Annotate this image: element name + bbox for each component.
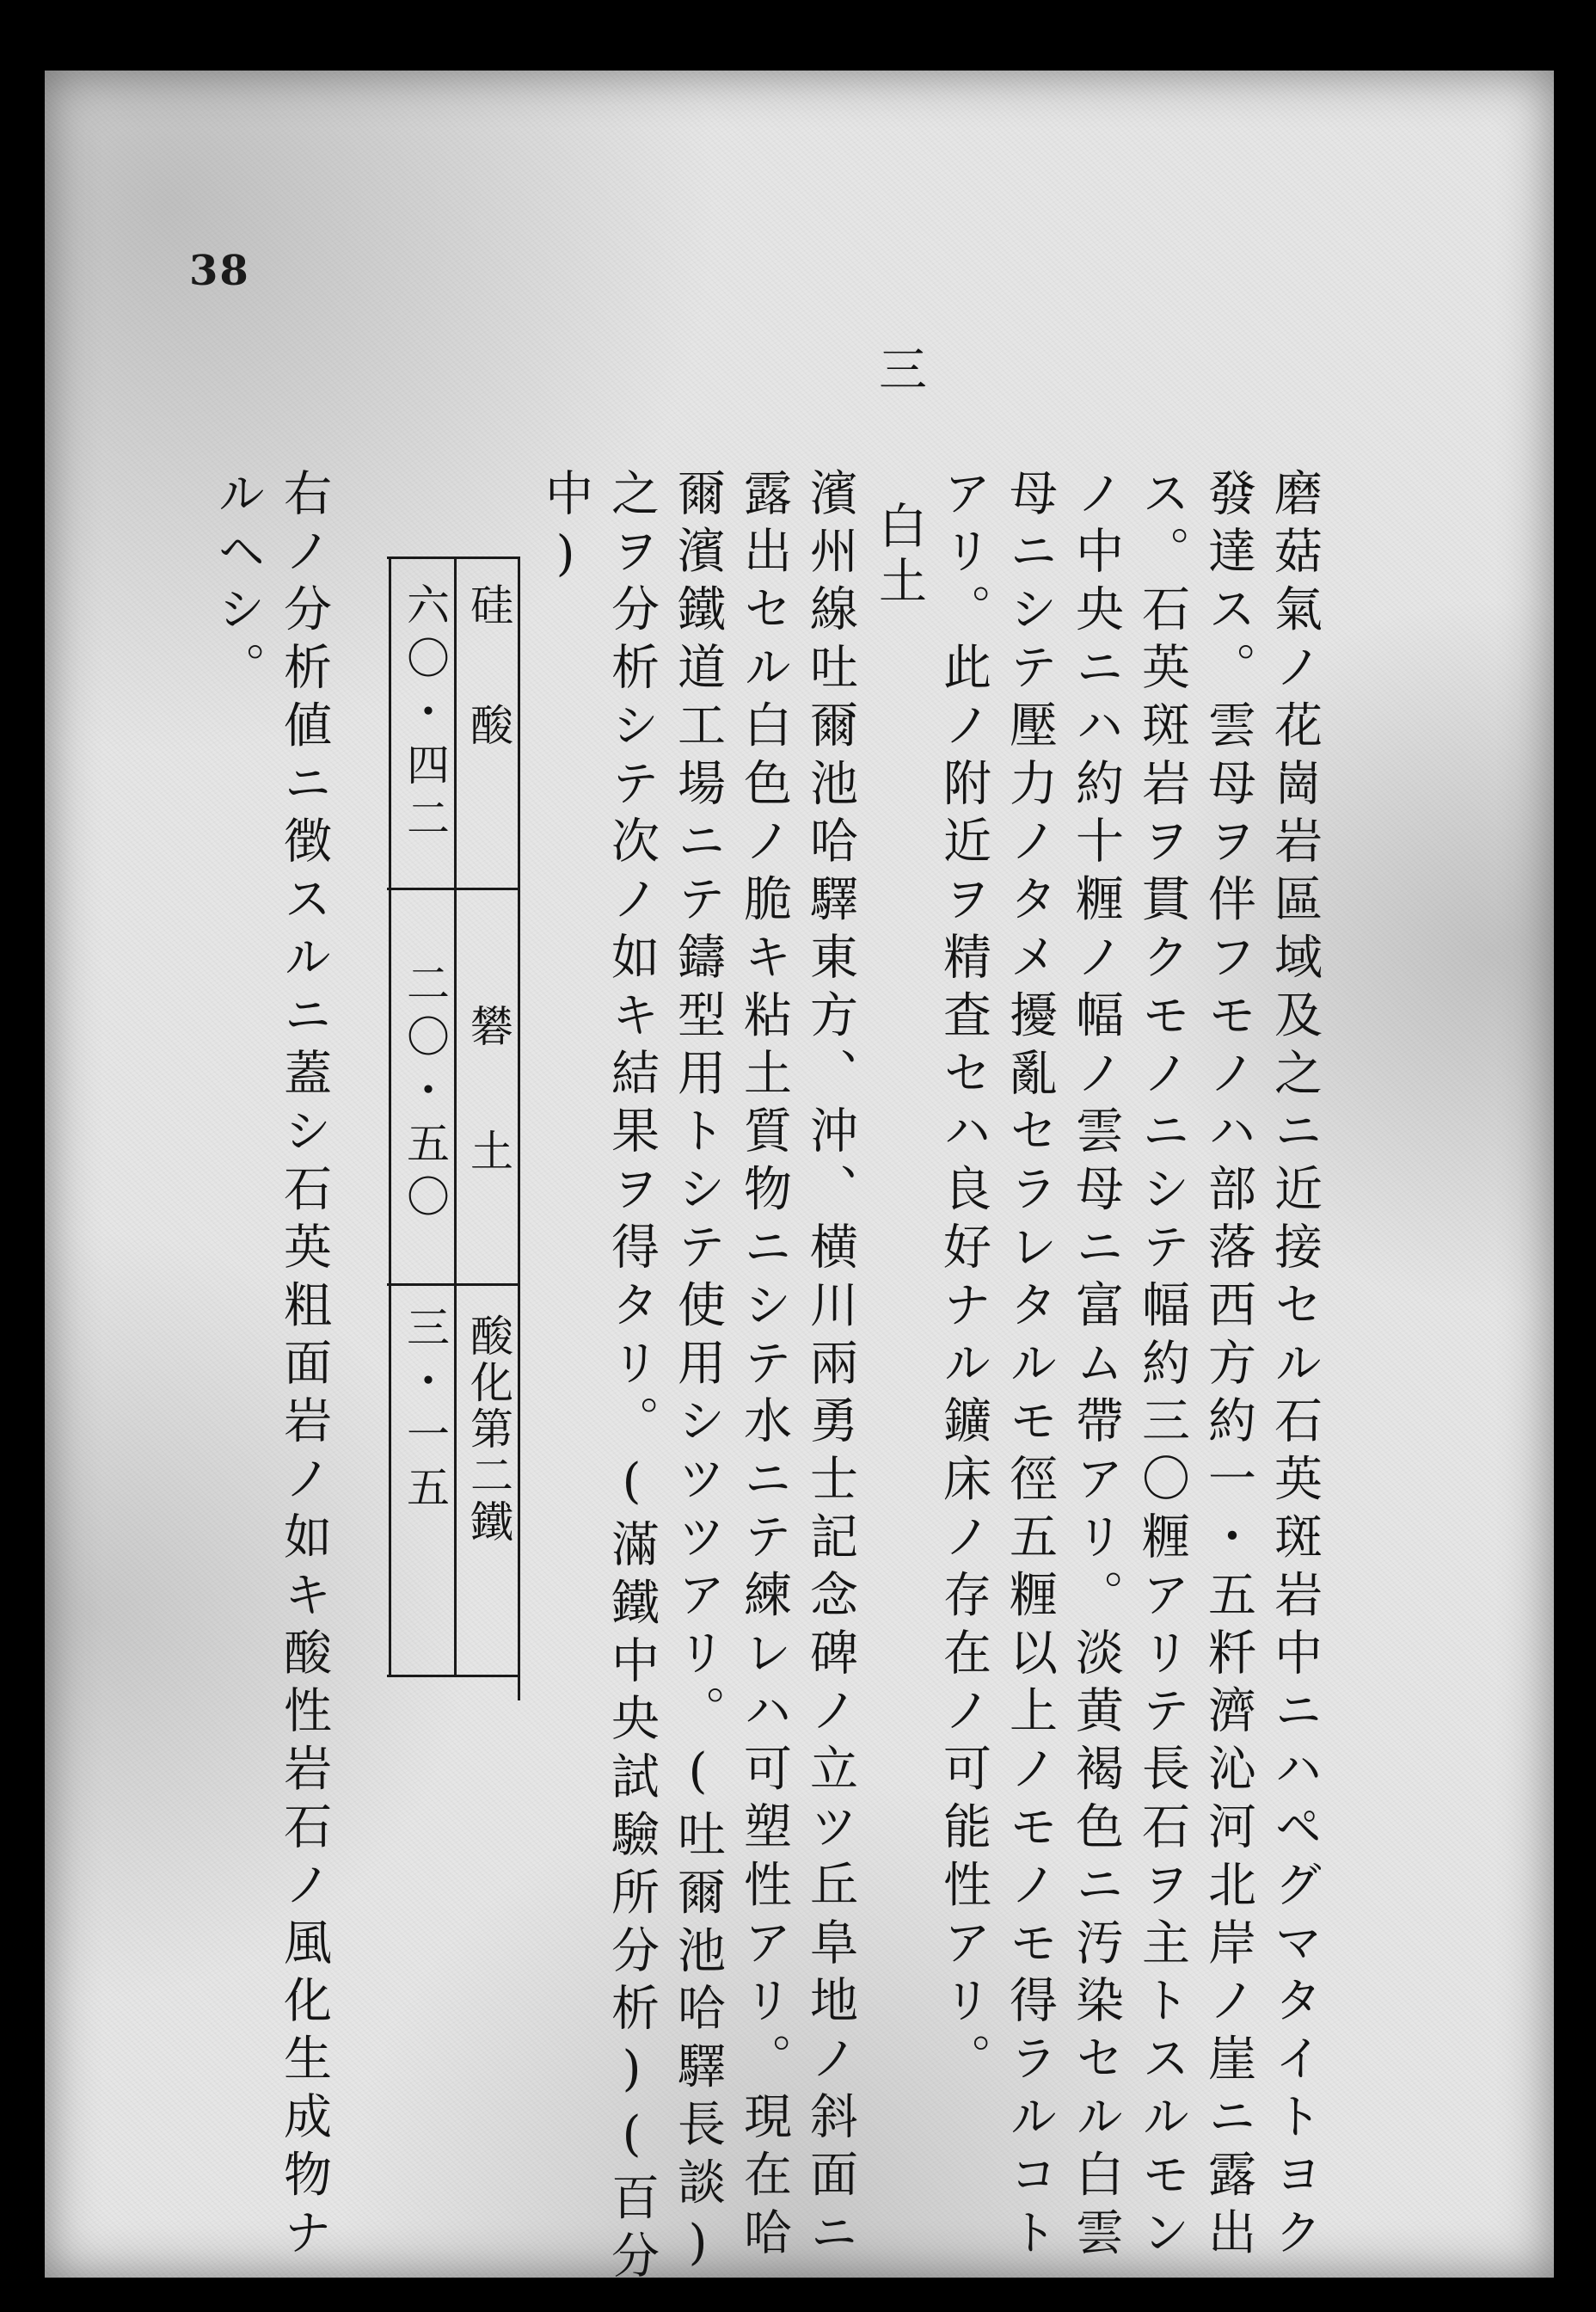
text-column: 中) [537,468,593,592]
text-column: ノ中央ニハ約十糎ノ幅ノ雲母ニ富ム帶アリ。淡黄褐色ニ汚染セル白雲 [1068,468,1124,2266]
section-number: 三 [871,344,927,399]
text-column: 發達ス。雲母ヲ伴フモノハ部落西方約一・五粁濟沁河北岸ノ崖ニ露出 [1200,468,1256,2266]
table-rule [387,556,520,559]
analysis-table [387,556,525,1700]
document-page [45,71,1554,2289]
table-rule [454,556,457,1675]
section-title: 白土 [871,501,927,611]
table-value-ferric-oxide: 三・一五 [400,1305,450,1518]
text-column: 之ヲ分析シテ次ノ如キ結果ヲ得タリ。(滿鐵中央試驗所分析)(百分 [604,468,660,2289]
table-header-alumina: 礬土 [463,1004,513,1253]
page-number: 38 [189,247,250,295]
text-column: 母ニシテ壓力ノタメ擾亂セラレタルモ徑五糎以上ノモノモ得ラルコト [1002,468,1058,2266]
text-column: 爾濱鐵道工場ニテ鑄型用トシテ使用シツツアリ。(吐爾池哈驛長談) [670,468,726,2281]
table-value-alumina: 二〇・五〇 [400,961,450,1227]
text-column: アリ。此ノ附近ヲ精査セハ良好ナル鑛床ノ存在ノ可能性アリ。 [936,468,991,2092]
table-value-silica: 六〇・四二 [400,582,450,849]
table-rule [518,556,520,1700]
table-rule [387,1675,520,1677]
text-column: 磨菇氣ノ花崗岩區域及之ニ近接セル石英斑岩中ニハペグマタイトヨク [1267,468,1323,2266]
table-rule [387,888,520,890]
table-header-silica: 硅酸 [463,582,513,823]
table-rule [387,1283,520,1286]
text-column: 右ノ分析値ニ徴スルニ蓋シ石英粗面岩ノ如キ酸性岩石ノ風化生成物ナ [276,468,332,2266]
text-column: 濱州線吐爾池哈驛東方、沖、横川兩勇士記念碑ノ立ツ丘阜地ノ斜面ニ [802,468,858,2266]
text-column: 露出セル白色ノ脆キ粘土質物ニシテ水ニテ練レハ可塑性アリ。現在哈 [736,468,792,2266]
text-column: ス。石英斑岩ヲ貫クモノニシテ幅約三〇糎アリテ長石ヲ主トスルモン [1134,468,1190,2266]
text-column: ルヘシ。 [210,468,266,700]
table-rule [389,556,391,1675]
table-header-ferric-oxide: 酸化第二鐵 [463,1313,513,1546]
